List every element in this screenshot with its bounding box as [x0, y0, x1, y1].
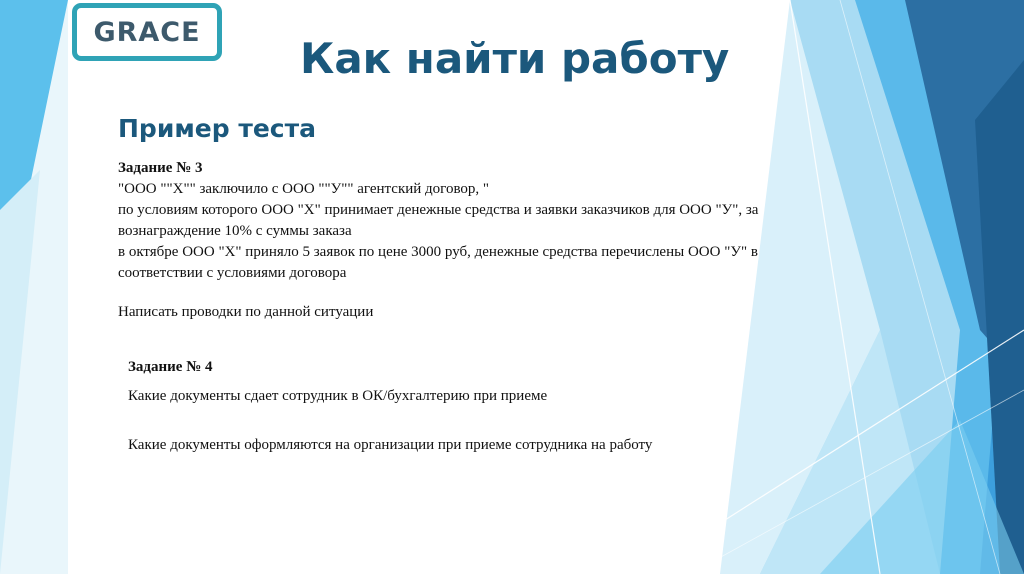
task-4-question-1: Какие документы сдает сотрудник в ОК/бухгалтерию при приеме: [128, 388, 548, 404]
task-3-block: [118, 158, 858, 323]
task-3-heading: Задание № 3: [118, 160, 203, 176]
task-3-line: по условиям которого ООО "Х" принимает денежные средства и заявки заказчиков для ООО "У", за: [118, 202, 759, 218]
task-3-instruction: Написать проводки по данной ситуации: [118, 304, 374, 320]
logo-text: GRACE: [93, 16, 201, 48]
task-3-line: вознаграждение 10% с суммы заказа: [118, 223, 352, 239]
task-3-line: соответствии с условиями договора: [118, 265, 347, 281]
grace-logo: [72, 3, 222, 61]
task-3-line: "ООО ""Х"" заключило с ООО ""У"" агентский договор, ": [118, 181, 490, 197]
task-3-line: в октябре ООО "Х" приняло 5 заявок по цене 3000 руб, денежные средства перечислены ООО "У" в: [118, 244, 758, 260]
task-4-heading: Задание № 4: [128, 359, 213, 375]
task-4-question-2: Какие документы оформляются на организации при приеме сотрудника на работу: [128, 437, 653, 453]
task-4-block: [128, 357, 828, 456]
spacer: [118, 284, 858, 302]
page-title: Как найти работу: [300, 34, 730, 83]
page-subtitle: Пример теста: [118, 114, 316, 143]
